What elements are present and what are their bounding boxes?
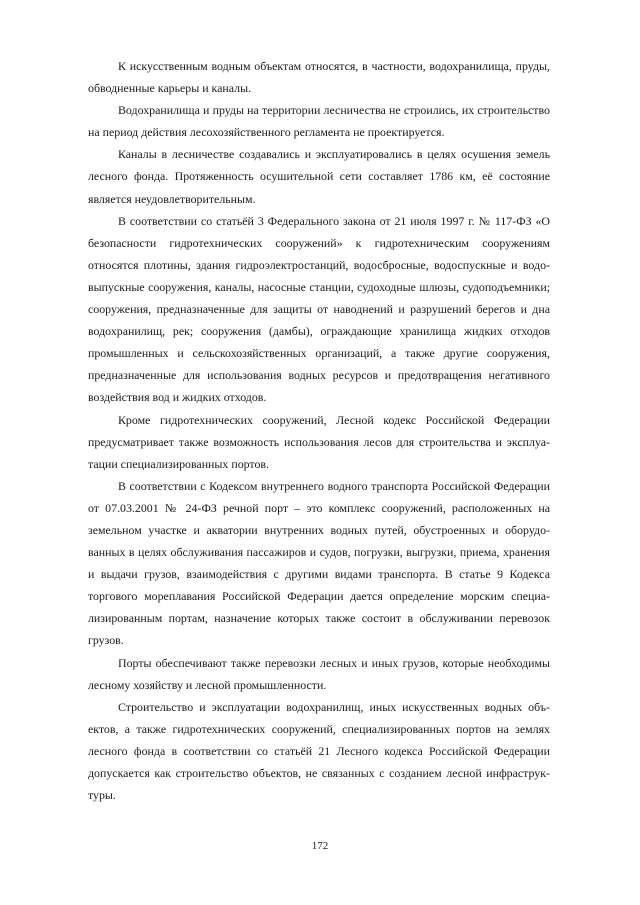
paragraph-reservoirs-ponds: Водохранилища и пруды на территории лесничества не строились, их строительство на период действия лесохозяйственного регламента не проектируется. (88, 103, 550, 140)
paragraph-forest-code-ports: Кроме гидротехнических сооружений, Лесной кодекс Российской Федерации предусматривает также возможность использования лесов для строительства и эксплуатации специализированных портов. (88, 412, 550, 471)
paragraph-artificial-water-bodies: К искусственным водным объектам относятся, в частности, водохранилища, пруды, обводненные карьеры и каналы. (88, 59, 550, 96)
page-number: 172 (311, 840, 329, 852)
paragraph-ports-cargo: Порты обеспечивают также перевозки лесных и иных грузов, которые необходимы лесному хозяйству и лесной промышленности. (88, 655, 550, 692)
paragraph-river-port-definition: В соответствии с Кодексом внутреннего водного транспорта Российской Федерации от 07.03.2001 № 24-ФЗ речной порт – это комплекс сооружений, расположенных на земельном участке и акватории внутренних водных путей, обустроенных и оборудованных в целях обслуживания пассажиров и судов, погрузки, выгрузки, приема, хранения и выдачи грузов, взаимодействия с другими видами транспорта. В статье 9 Кодекса торгового мореплавания Российской Федерации дается определение морским специализированным портам, назначение которых также состоит в обслуживании перевозок грузов. (88, 478, 550, 648)
paragraph-construction-permission: Строительство и эксплуатации водохранилищ, иных искусственных водных объектов, а также гидротехнических сооружений, специализированных портов на землях лесного фонда в соответствии со статьёй 21 Лесного кодекса Российской Федерации допускается как строительство объектов, не связанных с созданием лесной инфраструктуры. (88, 699, 550, 803)
paragraph-hydrotechnical-law: В соответствии со статьёй 3 Федерального закона от 21 июля 1997 г. № 117-ФЗ «О безопасности гидротехнических сооружений» к гидротехническим сооружениям относятся плотины, здания гидроэлектростанций, водосбросные, водоспускные и водовыпускные сооружения, каналы, насосные станции, судоходные шлюзы, судоподъемники; сооружения, предназначенные для защиты от наводнений и разрушений берегов и дна водохранилищ, рек; сооружения (дамбы), ограждающие хранилища жидких отходов промышленных и сельскохозяйственных организаций, а также другие сооружения, предназначенные для использования водных ресурсов и предотвращения негативного воздействия вод и жидких отходов. (88, 213, 550, 405)
document-body (88, 55, 550, 806)
paragraph-drainage-canals: Каналы в лесничестве создавались и эксплуатировались в целях осушения земель лесного фонда. Протяженность осушительной сети составляет 1786 км, её состояние является неудовлетворительным. (88, 147, 550, 206)
